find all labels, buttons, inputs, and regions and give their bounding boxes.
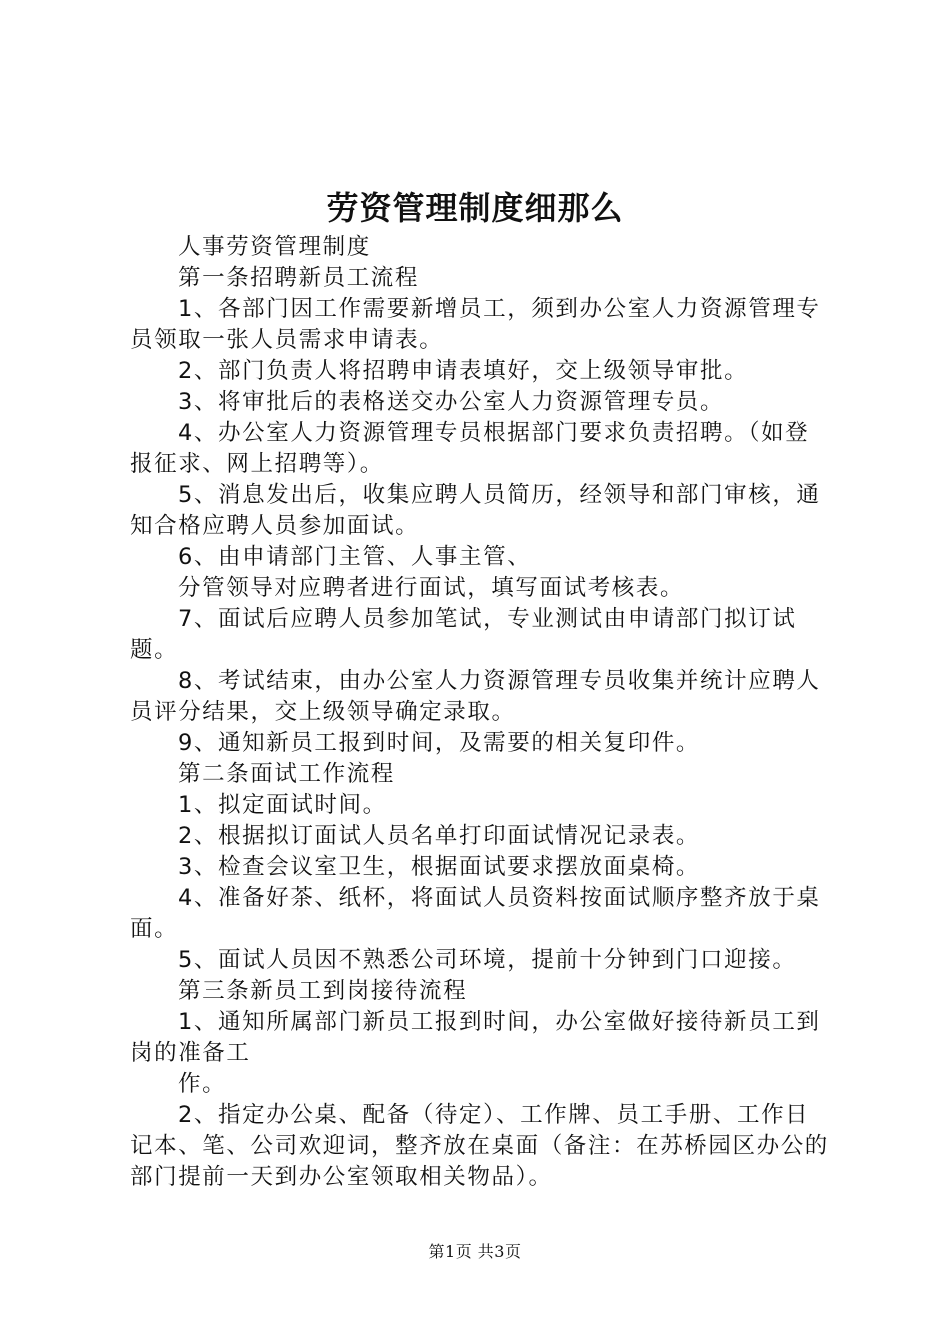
- paragraph: 4、准备好茶、纸杯，将面试人员资料按面试顺序整齐放于桌面。: [130, 885, 821, 942]
- paragraph: 2、根据拟订面试人员名单打印面试情况记录表。: [178, 823, 701, 849]
- paragraph: 8、考试结束，由办公室人力资源管理专员收集并统计应聘人员评分结果，交上级领导确定录取。: [130, 668, 821, 725]
- document-title: 劳资管理制度细那么: [326, 189, 624, 227]
- paragraph: 5、面试人员因不熟悉公司环境，提前十分钟到门口迎接。: [178, 947, 797, 973]
- page-footer: 第1页 共3页: [428, 1242, 522, 1261]
- paragraph: 5、消息发出后，收集应聘人员简历，经领导和部门审核，通知合格应聘人员参加面试。: [130, 482, 821, 539]
- paragraph: 1、通知所属部门新员工报到时间，办公室做好接待新员工到岗的准备工: [130, 1009, 821, 1066]
- paragraph: 9、通知新员工报到时间，及需要的相关复印件。: [178, 730, 701, 756]
- paragraph: 6、由申请部门主管、人事主管、: [178, 544, 532, 570]
- paragraph: 2、指定办公桌、配备（待定）、工作牌、员工手册、工作日记本、笔、公司欢迎词，整齐放在桌面（备注：在苏桥园区办公的部门提前一天到办公室领取相关物品）。: [130, 1102, 829, 1190]
- paragraph: 3、检查会议室卫生，根据面试要求摆放面桌椅。: [178, 854, 701, 880]
- paragraph: 4、办公室人力资源管理专员根据部门要求负责招聘。（如登报征求、网上招聘等）。: [130, 420, 810, 477]
- paragraph: 作。: [178, 1071, 227, 1097]
- section-heading: 第三条新员工到岗接待流程: [178, 978, 468, 1004]
- paragraph: 7、面试后应聘人员参加笔试，专业测试由申请部门拟订试题。: [130, 606, 797, 663]
- paragraph: 分管领导对应聘者进行面试，填写面试考核表。: [178, 575, 685, 601]
- paragraph: 2、部门负责人将招聘申请表填好，交上级领导审批。: [178, 358, 749, 384]
- paragraph: 1、拟定面试时间。: [178, 792, 387, 818]
- document-body: [130, 232, 830, 1193]
- paragraph: 3、将审批后的表格送交办公室人力资源管理专员。: [178, 389, 725, 415]
- section-heading: 第二条面试工作流程: [178, 761, 395, 787]
- section-heading: 第一条招聘新员工流程: [178, 265, 420, 291]
- paragraph: 1、各部门因工作需要新增员工，须到办公室人力资源管理专员领取一张人员需求申请表。: [130, 296, 821, 353]
- paragraph: 人事劳资管理制度: [178, 234, 371, 260]
